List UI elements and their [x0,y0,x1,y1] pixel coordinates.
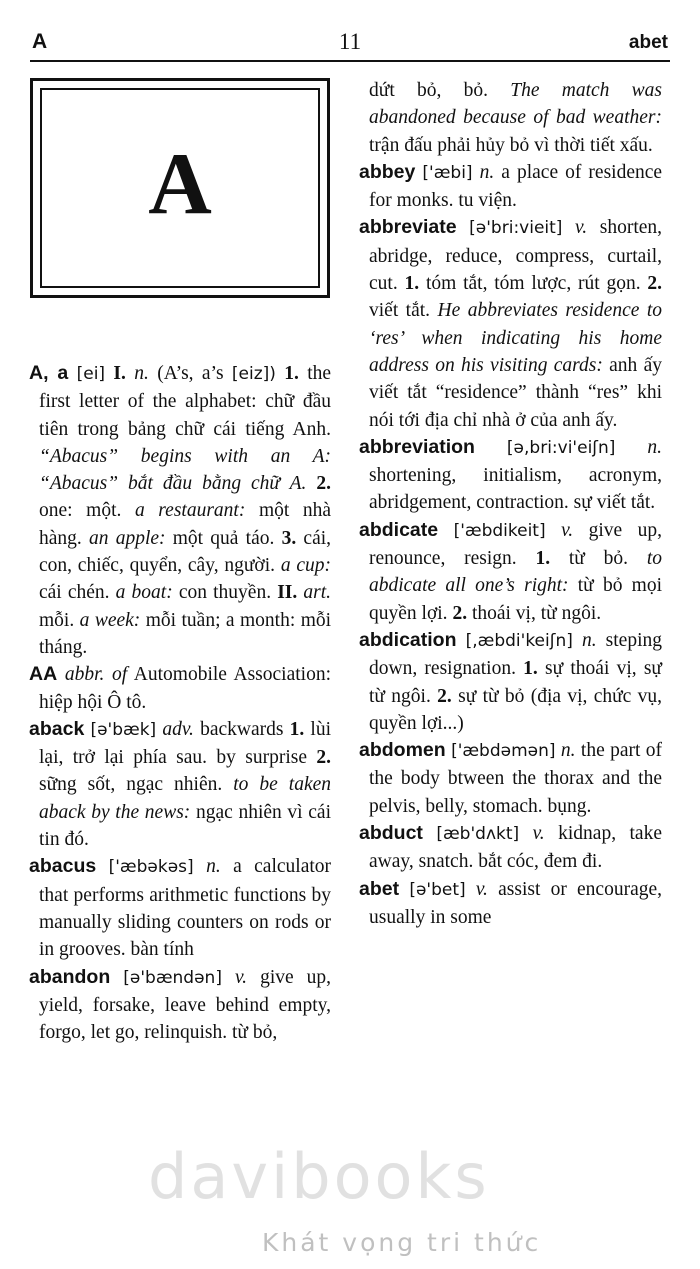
phonetic: [ə'bændən] [123,967,222,988]
header-right-guideword: abet [628,32,668,53]
headword: abdicate [359,518,439,541]
headword: abbey [359,160,416,183]
headword: abet [359,877,400,900]
entry-abdication: abdication [,æbdi'keiʃn] n. steping down, resignation. 1. sự thoái vị, sự từ ngôi. 2. sự từ bỏ (địa vị, chức vụ, quyền lợi...) [359,628,663,734]
page-header [30,28,670,60]
phonetic: [ə'bæk] [90,719,157,740]
definition: shortening, initialism, acronym, abridgement, contraction. sự viết tắt. [369,465,662,514]
entry-a: A, a [ei] I. n. (A’s, a’s [eiz]) 1. the first letter of the alphabet: chữ đầu tiên trong bảng chữ cái tiếng Anh. “Abacus” begins with an A: “Abacus” bắt đầu bằng chữ A. 2. one: một. a restaurant: một nhà hàng. an apple: một quả táo. 3. cái, con, chiếc, quyển, cây, người. a cup: cái chén. a boat: con thuyền. II. art. mỗi. a week: mỗi tuần; a month: mỗi tháng. [29,362,332,658]
part-of-speech: n. [134,363,149,384]
definition: the first letter of the alphabet: chữ đầu tiên trong bảng chữ cái tiếng Anh. [39,363,332,440]
entry-abacus [29,853,331,963]
left-column [29,360,331,1046]
phonetic: [ə,bri:vi'eiʃn] [506,437,616,458]
entry-abandon-continued: dứt bỏ, bỏ. The match was abandoned because of bad weather: trận đấu phải hủy bỏ vì thời tiết xấu. [369,80,662,156]
definition: give up, yield, forsake, leave behind empty, forgo, let go, relinquish. từ bỏ, [39,966,332,1044]
example: He abbreviates residence to ‘res’ when indicating his home address on his visiting cards: [369,300,663,376]
headword: abduct [359,822,423,845]
header-left-guideword: A [32,30,48,53]
part-of-speech: v. [575,217,588,239]
section-letter-box [30,78,330,298]
headword: abdomen [359,739,446,762]
entry-abduct [359,820,662,876]
part-of-speech: v. [532,823,545,845]
headword: aback [29,717,85,740]
definition: a place of residence for monks. tu viện. [369,161,663,212]
headword: AA [29,663,58,686]
entry-abdicate: abdicate ['æbdikeit] v. give up, renounce, resign. 1. từ bỏ. to abdicate all one’s right: từ bỏ mọi quyền lợi. 2. thoái vị, từ ngôi. [359,518,663,624]
phonetic: ['æbdikeit] [453,520,546,541]
entry-abandon [29,964,331,1047]
watermark-brand: davibooks [148,1140,490,1213]
example: to abdicate all one’s right: [369,548,662,597]
example: to be taken aback by the news: [39,774,331,823]
phonetic: [ə'bri:vieit] [469,218,563,239]
phonetic: ['æbəkəs] [108,857,194,878]
entry-abbreviate: abbreviate [ə'bri:vieit] v. shorten, abridge, reduce, compress, curtail, cut. 1. tóm tắt, tóm lược, rút gọn. 2. viết tắt. He abbreviates residence to ‘res’ when indicating his home address on his visiting cards: anh ấy viết tắt “residence” thành “res” khi nói tới địa chỉ nhà ở của anh ấy. [359,216,663,431]
entry-abbey [359,159,662,215]
phonetic: ['æbi] [422,162,473,183]
right-column [359,77,662,931]
part-of-speech: v. [561,519,574,541]
header-rule [30,60,670,62]
entry-abet [359,876,662,932]
watermark-tagline: Khát vọng tri thức [262,1228,542,1257]
part-of-speech: n. [479,161,495,183]
headword: abbreviate [359,216,457,239]
headword: abdication [359,628,457,651]
phonetic: [ei] [76,364,106,384]
entry-aback: aback [ə'bæk] adv. backwards 1. lùi lại, trở lại phía sau. by surprise 2. sững sốt, ngạc nhiên. to be taken aback by the news: ngạc nhiên vì cái tin đó. [29,717,332,851]
headword: abbreviation [359,435,475,458]
headword: abacus [29,855,97,878]
phonetic: ['æbdəmən] [451,741,556,762]
definition: assist or encourage, usually in some [369,878,663,928]
part-of-speech: v. [475,878,488,900]
example: The match was abandoned because of bad weather: [369,80,662,129]
definition: the part of the body btween the thorax and the pelvis, belly, stomach. bụng. [369,740,663,817]
entry-abbreviation [359,434,662,517]
phonetic: [ə'bet] [409,879,466,900]
example: “Abacus” begins with an A: “Abacus” bắt đầu bằng chữ A. [39,445,331,495]
part-of-speech: abbr. of [64,664,128,686]
part-of-speech: n. [647,436,662,458]
part-of-speech: adv. [162,718,194,740]
definition: kidnap, take away, snatch. bắt cóc, đem đi. [369,823,662,873]
section-letter-inner-frame [40,88,320,288]
headword: abandon [29,965,111,988]
part-of-speech: n. [581,629,597,651]
phonetic: [,æbdi'keiʃn] [465,630,573,651]
entry-aa [29,661,331,716]
headword: A, a [29,362,69,384]
part-of-speech: n. [206,856,221,878]
section-letter: A [148,136,212,233]
definition: a calculator that performs arithmetic functions by manually sliding counters on rods or in grooves. bàn tính [39,856,332,961]
phonetic: [æb'dʌkt] [436,824,520,845]
part-of-speech: v. [234,966,248,988]
page-number: 11 [338,29,362,54]
definition: Automobile Association: hiệp hội Ô tô. [39,664,331,713]
part-of-speech: n. [560,740,576,762]
entry-abdomen [359,737,662,820]
